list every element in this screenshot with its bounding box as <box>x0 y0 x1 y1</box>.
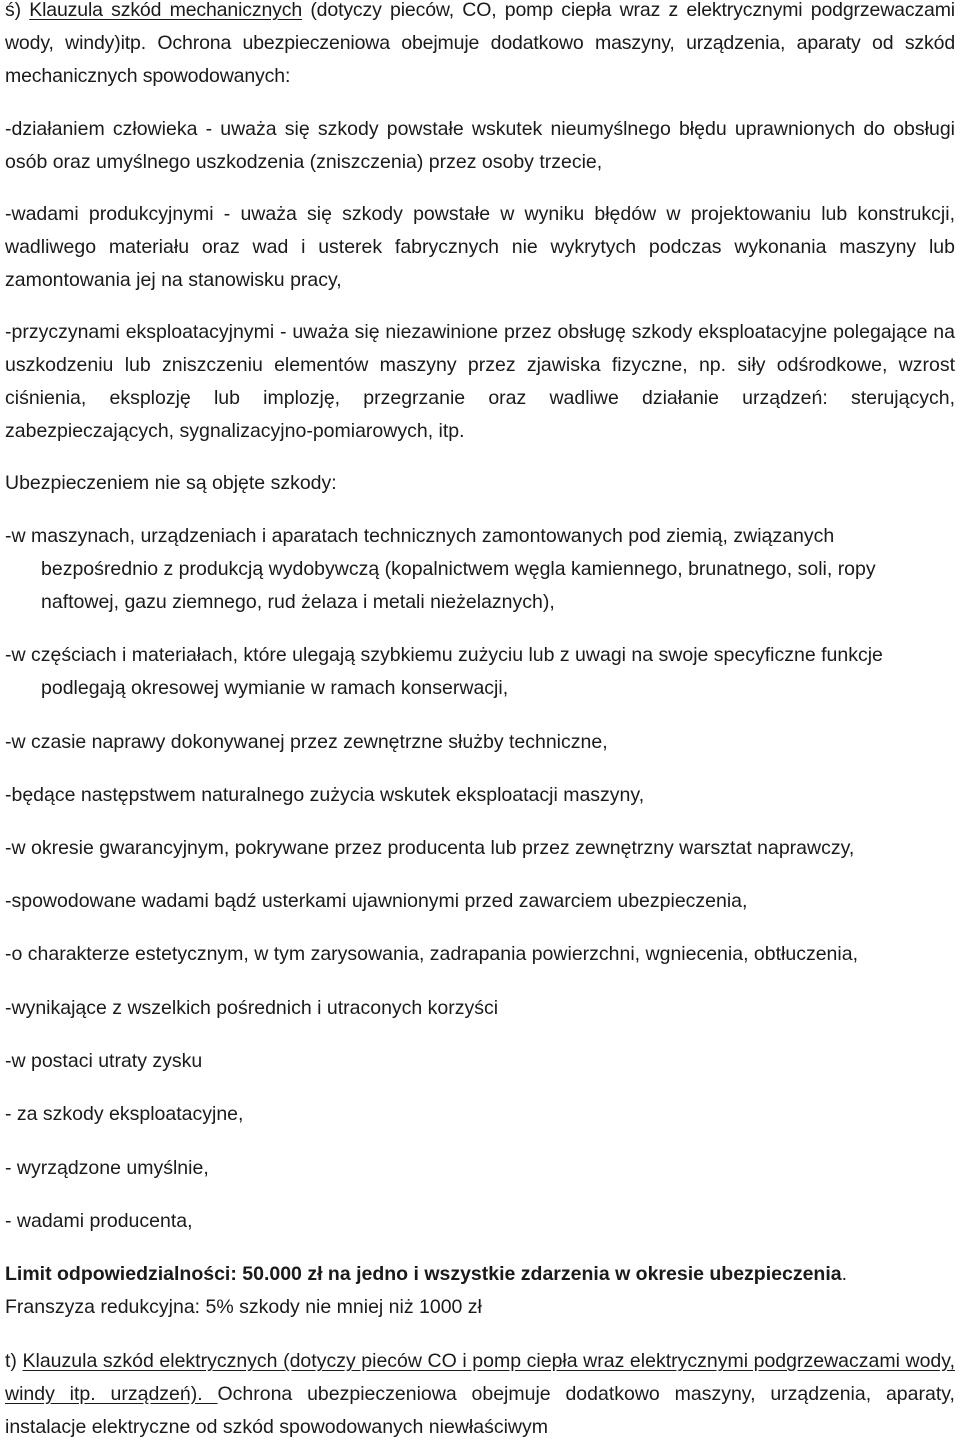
clause-s-title: Klauzula szkód mechanicznych <box>29 0 303 21</box>
exclusion-manufacturer: - wadami producenta, <box>5 1210 193 1232</box>
clause-t-prefix: t) <box>5 1350 23 1372</box>
clause-s-coverage: Ochrona ubezpieczeniowa obejmuje dodatkowo maszyny, urządzenia, aparaty od szkód mechanicznych spowodowanych: <box>5 32 956 87</box>
franchise: Franszyza redukcyjna: 5% szkody nie mniej niż 1000 zł <box>5 1296 482 1318</box>
exclusion-aesthetic: -o charakterze estetycznym, w tym zarysowania, zadrapania powierzchni, wgniecenia, obtłuczenia, <box>5 943 858 965</box>
exclusion-warranty: -w okresie gwarancyjnym, pokrywane przez producenta lub przez zewnętrzny warsztat naprawczy, <box>5 837 855 859</box>
exclusions-heading: Ubezpieczeniem nie są objęte szkody: <box>5 472 337 494</box>
clause-s-scope: (dotyczy pieców, CO, pomp ciepła wraz z elektrycznymi podgrzewaczami wody, windy)itp. <box>5 0 955 54</box>
exclusion-wear-parts-rest: podlegają okresowej wymianie w ramach konserwacji, <box>41 677 509 699</box>
exclusion-wear-parts <box>5 639 955 705</box>
exclusion-profit-loss: -w postaci utraty zysku <box>5 1050 203 1072</box>
liability-limit-period: . <box>841 1263 848 1285</box>
liability-limit: Limit odpowiedzialności: 50.000 zł na jedno i wszystkie zdarzenia w okresie ubezpieczenia <box>5 1263 842 1285</box>
clause-s-prefix: ś) <box>5 0 30 21</box>
exclusion-underground-rest: bezpośrednio z produkcją wydobywczą (kopalnictwem węgla kamiennego, brunatnego, soli, ropy naftowej, gazu ziemnego, rud żelaza i metali nieżelaznych), <box>41 558 876 613</box>
exclusion-prior-defects: -spowodowane wadami bądź usterkami ujawnionymi przed zawarciem ubezpieczenia, <box>5 890 748 912</box>
exclusion-intentional: - wyrządzone umyślnie, <box>5 1157 209 1179</box>
exclusion-wear-parts-first: -w częściach i materiałach, które ulegają szybkiemu zużyciu lub z uwagi na swoje specyficzne funkcje <box>5 644 883 666</box>
exclusion-underground <box>5 520 955 619</box>
exclusion-operational: - za szkody eksploatacyjne, <box>5 1103 244 1125</box>
clause-t-coverage: Ochrona ubezpieczeniowa obejmuje dodatkowo maszyny, urządzenia, aparaty, instalacje elektryczne od szkód spowodowanych niewłaściwym <box>5 1383 955 1438</box>
exclusion-indirect-losses: -wynikające z wszelkich pośrednich i utraconych korzyści <box>5 997 499 1019</box>
clause-t-paragraph <box>5 1345 955 1444</box>
exclusion-underground-first: -w maszynach, urządzeniach i aparatach technicznych zamontowanych pod ziemią, związanych <box>5 525 835 547</box>
exclusion-natural-wear: -będące następstwem naturalnego zużycia wskutek eksploatacji maszyny, <box>5 784 645 806</box>
cause-production-defects: -wadami produkcyjnymi - uważa się szkody powstałe w wyniku błędów w projektowaniu lub konstrukcji, wadliwego materiału oraz wad i usterek fabrycznych nie wykrytych podczas wykonania maszyny lub zamontowania jej na stanowisku pracy, <box>5 203 955 291</box>
cause-human-action: -działaniem człowieka - uważa się szkody powstałe wskutek nieumyślnego błędu uprawnionych do obsługi osób oraz umyślnego uszkodzenia (zniszczenia) przez osoby trzecie, <box>5 118 955 173</box>
clause-s-paragraph <box>5 0 955 93</box>
exclusion-repair: -w czasie naprawy dokonywanej przez zewnętrzne służby techniczne, <box>5 731 608 753</box>
limit-paragraph <box>5 1258 955 1324</box>
cause-operational: -przyczynami eksploatacyjnymi - uważa się niezawinione przez obsługę szkody eksploatacyjne polegające na uszkodzeniu lub zniszczeniu elementów maszyny przez zjawiska fizyczne, np. siły odśrodkowe, wzrost ciśnienia, eksplozję lub implozję, przegrzanie oraz wadliwe działanie urządzeń: sterujących, zabezpieczających, sygnalizacyjno-pomiarowych, itp. <box>5 321 955 442</box>
clause-t-title: Klauzula szkód elektrycznych (dotyczy pieców CO i pomp ciepła wraz elektrycznymi podgrzewaczami wody, windy itp. urządzeń). <box>5 1350 955 1405</box>
